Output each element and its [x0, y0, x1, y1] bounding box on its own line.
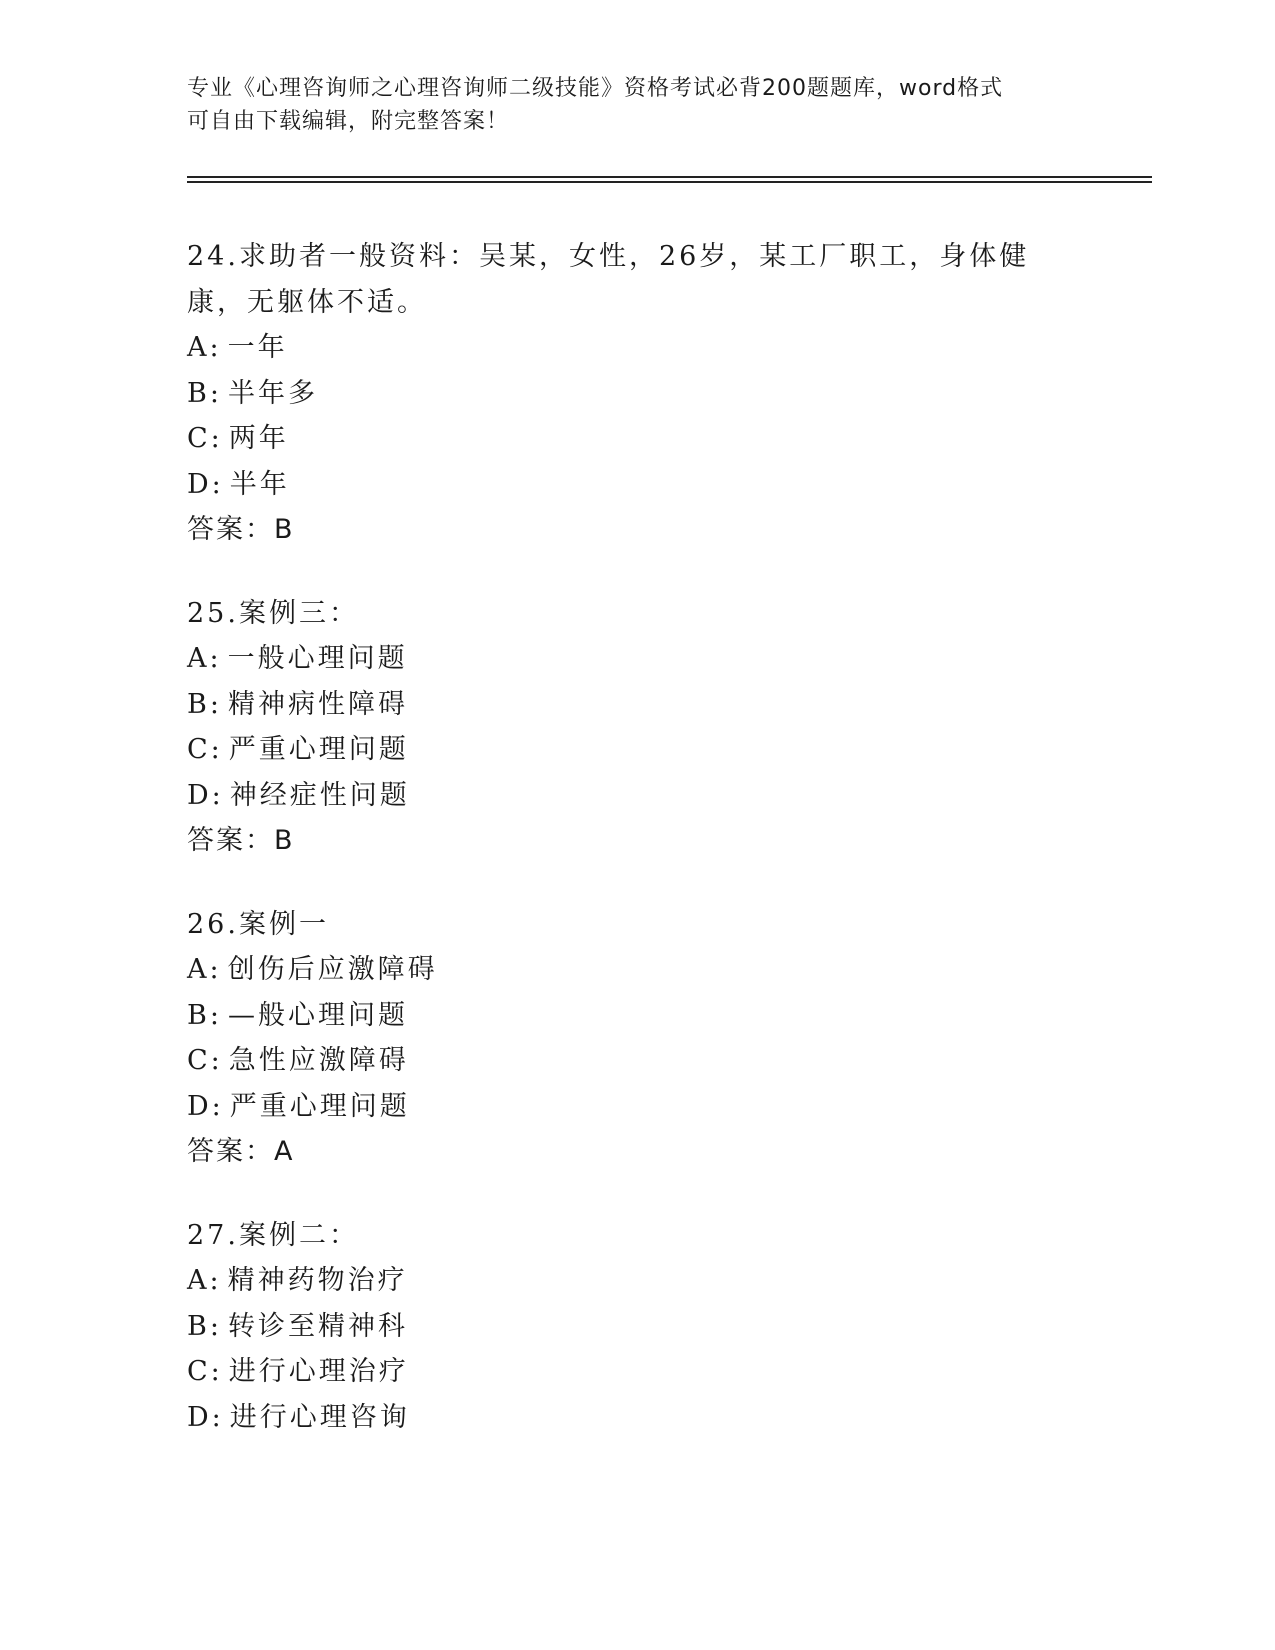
option-b [187, 993, 1107, 1039]
option-c [187, 1038, 1107, 1084]
option-c [187, 416, 1107, 462]
answer-line: 答案：A [187, 1136, 295, 1167]
option-b [187, 1304, 1107, 1350]
option-text: 进行心理治疗 [228, 1356, 409, 1387]
document-header [187, 72, 1087, 138]
option-a [187, 1258, 1107, 1304]
option-text: 精神药物治疗 [227, 1265, 408, 1296]
option-d [187, 462, 1107, 508]
option-letter: D: [187, 1401, 224, 1433]
option-b [187, 371, 1107, 417]
option-text: 半年多 [227, 377, 318, 409]
option-text: 精神病性障碍 [227, 688, 408, 720]
option-letter: A: [187, 1265, 222, 1296]
question-25 [187, 591, 1107, 864]
option-a [187, 636, 1107, 682]
header-line-1: 专业《心理咨询师之心理咨询师二级技能》资格考试必背200题题库，word格式 [187, 76, 1004, 101]
option-text: 半年 [229, 468, 290, 500]
option-letter: A: [187, 332, 222, 363]
question-text: 25.案例三： [187, 597, 359, 629]
option-text: —般心理问题 [227, 999, 408, 1031]
option-d [187, 773, 1107, 819]
option-letter: A: [187, 643, 222, 674]
option-text: 转诊至精神科 [227, 1310, 408, 1342]
option-letter: B: [187, 377, 222, 409]
option-a [187, 325, 1107, 371]
option-text: 严重心理问题 [228, 734, 409, 765]
option-text: 进行心理咨询 [229, 1401, 410, 1433]
option-d [187, 1084, 1107, 1130]
header-divider-top [187, 176, 1152, 178]
question-24 [187, 234, 1107, 553]
option-letter: B: [187, 999, 222, 1031]
option-letter: C: [187, 734, 223, 765]
question-27 [187, 1213, 1107, 1441]
option-letter: C: [187, 423, 223, 454]
option-c [187, 727, 1107, 773]
option-text: 一年 [227, 332, 288, 363]
option-letter: D: [187, 1090, 224, 1122]
header-line-2: 可自由下载编辑，附完整答案！ [187, 109, 510, 134]
answer-line: 答案：B [187, 514, 295, 545]
option-text: 一般心理问题 [227, 643, 408, 674]
header-divider-bottom [187, 181, 1152, 183]
question-text: 24.求助者一般资料：吴某，女性，26岁，某工厂职工，身体健康，无躯体不适。 [187, 241, 1030, 318]
option-letter: A: [187, 954, 222, 985]
question-text: 26.案例一 [187, 908, 329, 940]
option-letter: B: [187, 1310, 222, 1342]
option-letter: C: [187, 1045, 223, 1076]
option-d [187, 1395, 1107, 1441]
option-text: 创伤后应激障碍 [227, 954, 438, 985]
option-text: 神经症性问题 [229, 779, 410, 811]
question-26 [187, 902, 1107, 1175]
option-letter: B: [187, 688, 222, 720]
option-text: 两年 [228, 423, 289, 454]
option-text: 严重心理问题 [229, 1090, 410, 1122]
option-letter: D: [187, 468, 224, 500]
answer-line: 答案：B [187, 825, 295, 856]
option-letter: C: [187, 1356, 223, 1387]
option-letter: D: [187, 779, 224, 811]
option-b [187, 682, 1107, 728]
option-c [187, 1349, 1107, 1395]
option-a [187, 947, 1107, 993]
question-text: 27.案例二： [187, 1219, 359, 1251]
question-list [187, 234, 1107, 1478]
option-text: 急性应激障碍 [228, 1045, 409, 1076]
